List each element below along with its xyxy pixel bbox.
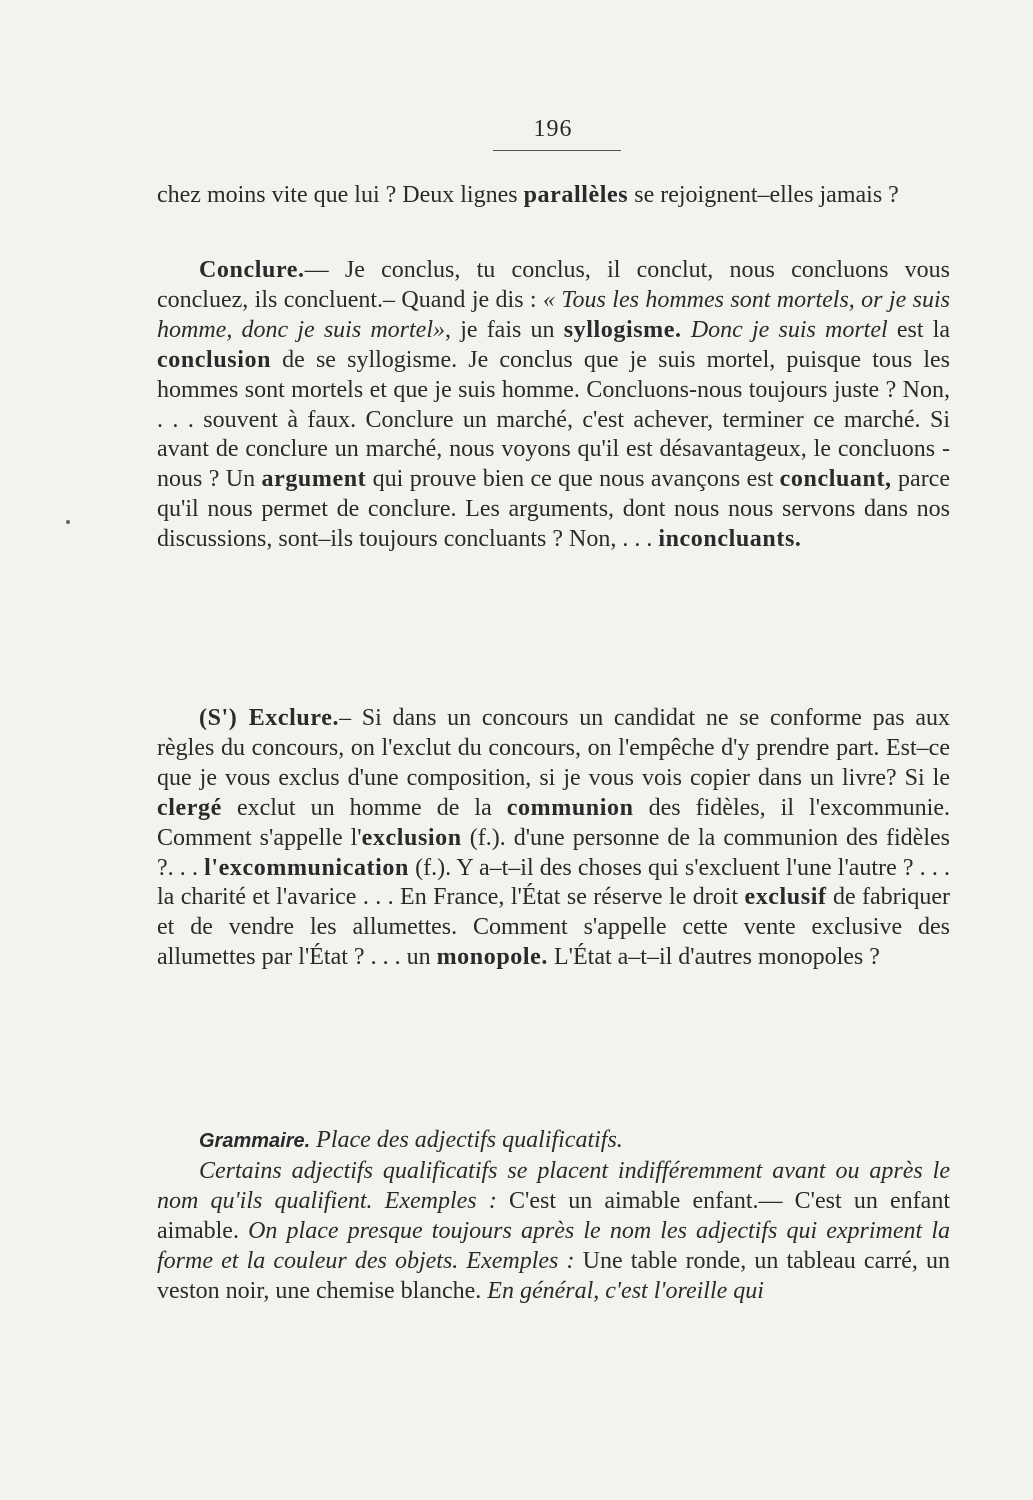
exclure-text-6: de fabriquer et de vendre les allumettes. Comment s'appelle cette vente exclusive des allumettes par l'État ? . . . un bbox=[157, 884, 950, 971]
page-number: 196 bbox=[533, 116, 573, 142]
exclure-text-1: – Si dans un concours un candidat ne se conforme pas aux règles du concours, on l'exclut du concours, on l'empêche d'y prendre part. Est–ce que je vous exclus d'une composition, si je vous vois copier dans un livre? Si le bbox=[157, 705, 950, 791]
term-argument: argument bbox=[261, 466, 367, 493]
heading-conclure: Conclure. bbox=[199, 257, 305, 283]
term-exclusion: exclusion bbox=[361, 824, 462, 851]
conclure-text-7: parce qu'il nous permet de conclure. Les arguments, dont nous nous servons dans nos discussions, sont–ils toujours concluants ? Non, . . . bbox=[157, 466, 950, 553]
intro-paragraph bbox=[157, 181, 950, 211]
conclure-text-3 bbox=[682, 317, 691, 343]
grammaire-section bbox=[157, 1126, 950, 1306]
exclure-text-3: des fidèles, il l'excommunie. Comment s'appelle l' bbox=[157, 794, 950, 851]
intro-text-2: se rejoignent–elles jamais ? bbox=[628, 182, 899, 208]
heading-exclure: (S') Exclure. bbox=[199, 705, 340, 731]
grammaire-title: Place des adjectifs qualificatifs. bbox=[310, 1127, 623, 1153]
term-exclusif: exclusif bbox=[744, 884, 827, 911]
grammaire-label: Grammaire. bbox=[199, 1130, 311, 1152]
grammaire-rule-3: En général, c'est l'oreille qui bbox=[487, 1277, 764, 1304]
term-concluant: concluant, bbox=[779, 466, 892, 493]
exclure-paragraph bbox=[157, 704, 950, 973]
exclure-text-5: (f.). Y a–t–il des choses qui s'excluent l'une l'autre ? . . . la charité et l'avarice . . . En France, l'État se réserve le droit bbox=[157, 854, 950, 911]
grammaire-rule-1: Certains adjectifs qualificatifs se placent indifféremment avant ou après le nom qu'ils qualifient. Exemples : bbox=[157, 1157, 950, 1214]
conclure-text-4: est la bbox=[887, 316, 951, 343]
conclure-quote: « Tous les hommes sont mortels, or je suis homme, donc je suis mortel» bbox=[157, 286, 950, 343]
grammaire-rule-2: On place presque toujours après le nom les adjectifs qui expriment la forme et la couleur des objets. Exemples : bbox=[157, 1217, 950, 1274]
term-conclusion: conclusion bbox=[157, 346, 272, 373]
grammaire-example-2: Une table ronde, un tableau carré, un veston noir, une chemise blanche. bbox=[157, 1247, 950, 1304]
intro-text-1: chez moins vite que lui ? Deux lignes bbox=[157, 182, 524, 208]
term-communion: communion bbox=[506, 794, 634, 821]
stray-ink-mark bbox=[66, 520, 70, 524]
term-excommunication: l'excommunication bbox=[204, 854, 409, 881]
term-clerge: clergé bbox=[157, 794, 222, 821]
exclure-text-4: (f.). d'une personne de la communion des fidèles ?. . . bbox=[157, 824, 950, 881]
conclure-text-1: — Je conclus, tu conclus, il conclut, nous concluons vous concluez, ils concluent.– Quand je dis : bbox=[157, 257, 950, 313]
page-number-rule bbox=[493, 150, 621, 151]
grammaire-example-1: C'est un aimable enfant.— C'est un enfant aimable. bbox=[157, 1187, 950, 1244]
exclure-text-7: L'État a–t–il d'autres monopoles ? bbox=[548, 944, 880, 971]
conclure-text-5: de se syllogisme. Je conclus que je suis mortel, puisque tous les hommes sont mortels et que je suis homme. Concluons-nous toujours juste ? Non, . . . souvent à faux. Conclure un marché, c'est achever, terminer ce marché. Si avant de conclure un marché, nous voyons qu'il est désavantageux, le concluons -nous ? Un bbox=[157, 346, 950, 493]
term-paralleles: parallèles bbox=[523, 182, 629, 208]
conclure-text-6: qui prouve bien ce que nous avançons est bbox=[366, 466, 780, 493]
term-syllogisme: syllogisme. bbox=[563, 316, 682, 343]
conclure-text-2: , je fais un bbox=[445, 316, 564, 343]
conclure-paragraph bbox=[157, 256, 950, 555]
conclure-italic-2: Donc je suis mortel bbox=[690, 316, 888, 343]
term-monopole: monopole. bbox=[436, 944, 548, 971]
term-inconcluants: inconcluants. bbox=[658, 526, 802, 553]
exclure-text-2: exclut un homme de la bbox=[221, 794, 507, 821]
